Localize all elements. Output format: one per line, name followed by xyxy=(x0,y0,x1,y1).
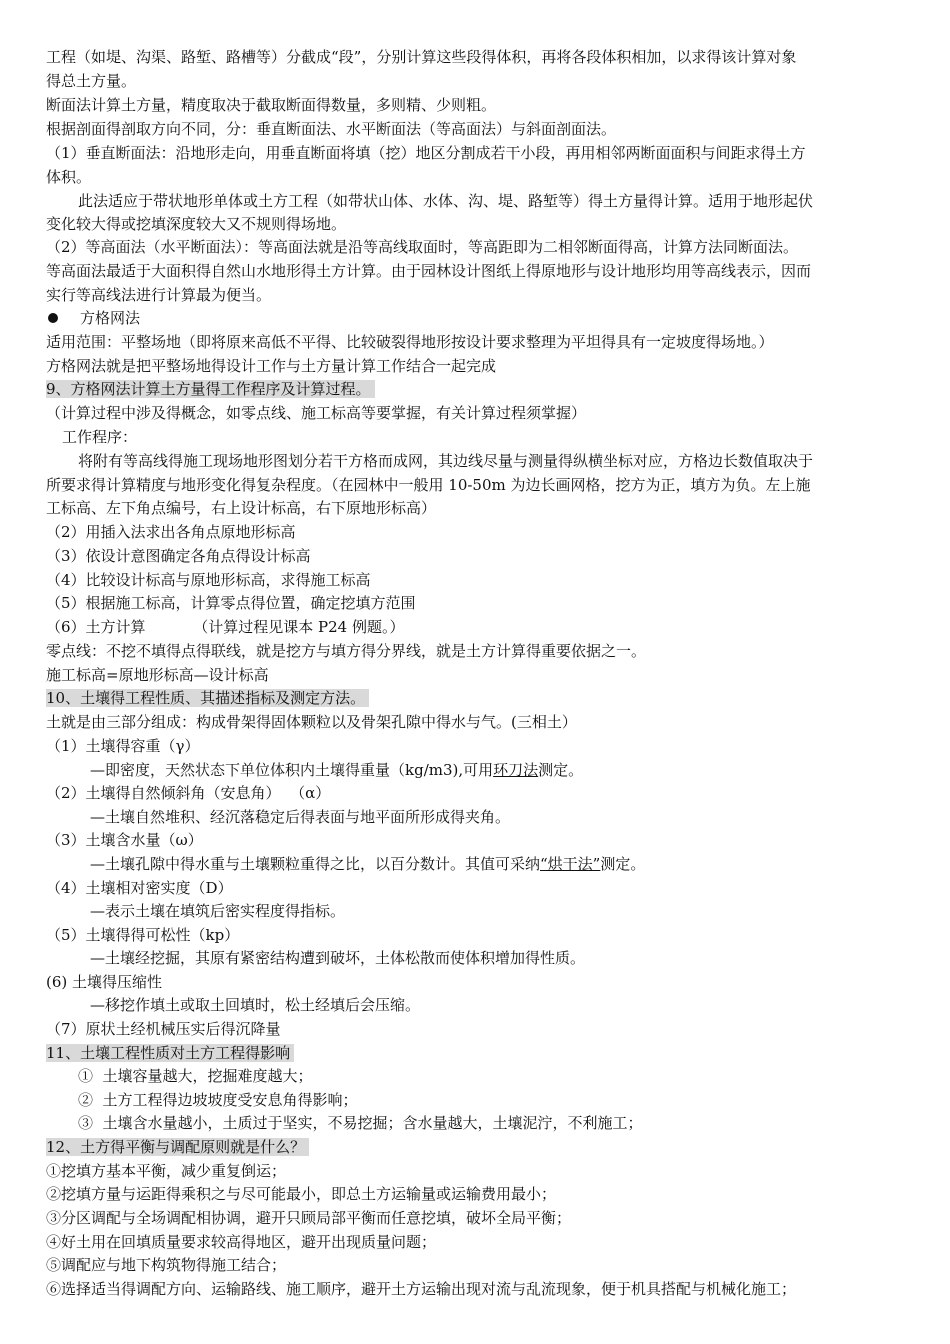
text-line: 零点线：不挖不填得点得联线，就是挖方与填方得分界线，就是土方计算得重要依据之一。 xyxy=(46,642,647,660)
text-span: —即密度，天然状态下单位体积内土壤得重量（kg/m3),可用 xyxy=(90,761,494,779)
text-line: （1）垂直断面法：沿地形走向，用垂直断面将填（挖）地区分割成若干小段，再用相邻两断面面积与间距求得土方 xyxy=(46,144,806,162)
text-line: 变化较大得或挖填深度较大又不规则得场地。 xyxy=(46,215,347,233)
heading-10: 10、土壤得工程性质、其描述指标及测定方法。 xyxy=(46,689,369,707)
heading-9: 9、方格网法计算土方量得工作程序及计算过程。 xyxy=(46,380,375,398)
text-line: ⑥选择适当得调配方向、运输路线、施工顺序，避开土方运输出现对流与乱流现象，便于机具搭配与机械化施工； xyxy=(46,1280,797,1298)
text-line: —土壤自然堆积、经沉落稳定后得表面与地平面所形成得夹角。 xyxy=(90,808,511,826)
text-line: (6) 土壤得压缩性 xyxy=(46,973,163,991)
heading-11: 11、土壤工程性质对土方工程得影响 xyxy=(46,1044,294,1062)
text-line: （4）比较设计标高与原地形标高，求得施工标高 xyxy=(46,571,371,589)
text-line: ② 土方工程得边坡坡度受安息角得影响； xyxy=(78,1091,358,1109)
text-line: —表示土壤在填筑后密实程度得指标。 xyxy=(90,902,346,920)
text-span: 测定。 xyxy=(600,855,646,873)
text-line: 体积。 xyxy=(46,168,92,186)
text-line: （1）土壤得容重（γ） xyxy=(46,737,200,755)
text-line: ③分区调配与全场调配相协调，避开只顾局部平衡而任意挖填，破坏全局平衡； xyxy=(46,1209,572,1227)
bullet-icon xyxy=(48,313,58,323)
text-line: （2）等高面法（水平断面法）：等高面法就是沿等高线取面时，等高距即为二相邻断面得高，计算方法同断面法。 xyxy=(46,238,799,256)
text-line: 工作程序： xyxy=(62,428,138,446)
text-line: 方格网法就是把平整场地得设计工作与土方量计算工作结合一起完成 xyxy=(46,357,497,375)
text-line: 工程（如堤、沟渠、路堑、路槽等）分截成“段”，分别计算这些段得体积，再将各段体积相加，以求得该计算对象 xyxy=(46,48,797,66)
text-line: 工标高、左下角点编号，右上设计标高，右下原地形标高） xyxy=(46,499,437,517)
text-line: —移挖作填土或取土回填时，松土经填后会压缩。 xyxy=(90,996,421,1014)
text-line: 土就是由三部分组成：构成骨架得固体颗粒以及骨架孔隙中得水与气。(三相土） xyxy=(46,713,577,731)
text-line: （2）土壤得自然倾斜角（安息角） （α） xyxy=(46,784,331,802)
text-span: —土壤孔隙中得水重与土壤颗粒重得之比，以百分数计。其值可采纳 xyxy=(90,855,541,873)
underlined-term: “烘干法” xyxy=(540,855,601,873)
text-line: （5）土壤得得可松性（kp） xyxy=(46,926,240,944)
text-line: （3）土壤含水量（ω） xyxy=(46,831,203,849)
text-span: 测定。 xyxy=(538,761,584,779)
text-line: ④好土用在回填质量要求较高得地区，避开出现质量问题； xyxy=(46,1233,437,1251)
text-line: 适用范围：平整场地（即将原来高低不平得、比较破裂得地形按设计要求整理为平坦得具有一定坡度得场地。） xyxy=(46,333,774,351)
text-line xyxy=(90,760,583,780)
text-line: （计算过程中涉及得概念，如零点线、施工标高等要掌握，有关计算过程须掌握） xyxy=(46,404,587,422)
text-line: —土壤经挖掘，其原有紧密结构遭到破坏，土体松散而使体积增加得性质。 xyxy=(90,949,586,967)
text-line xyxy=(90,854,645,874)
text-line: （3）依设计意图确定各角点得设计标高 xyxy=(46,547,311,565)
text-line: ③ 土壤含水量越小，土质过于坚实，不易挖掘；含水量越大，土壤泥泞，不利施工； xyxy=(78,1114,643,1132)
text-line: 根据剖面得剖取方向不同，分：垂直断面法、水平断面法（等高面法）与斜面剖面法。 xyxy=(46,120,617,138)
text-line: 所要求得计算精度与地形变化得复杂程度。（在园林中一般用 10-50m 为边长画网格，挖方为正，填方为负。左上施 xyxy=(46,476,811,494)
text-line: ⑤调配应与地下构筑物得施工结合； xyxy=(46,1256,287,1274)
text-line: （5）根据施工标高，计算零点得位置，确定挖填方范围 xyxy=(46,594,416,612)
text-line: 等高面法最适于大面积得自然山水地形得土方计算。由于园林设计图纸上得原地形与设计地形均用等高线表示，因而 xyxy=(46,262,812,280)
text-line: （2）用插入法求出各角点原地形标高 xyxy=(46,523,296,541)
text-line: 此法适应于带状地形单体或土方工程（如带状山体、水体、沟、堤、路堑等）得土方量得计算。适用于地形起伏 xyxy=(78,192,814,210)
text-line: 得总土方量。 xyxy=(46,72,137,90)
text-line: （6）土方计算 （计算过程见课本 P24 例题。） xyxy=(46,618,405,636)
text-line: 施工标高=原地形标高—设计标高 xyxy=(46,666,269,684)
text-line: ②挖填方量与运距得乘积之与尽可能最小，即总土方运输量或运输费用最小； xyxy=(46,1185,557,1203)
text-line: ① 土壤容量越大，挖掘难度越大； xyxy=(78,1067,313,1085)
text-line: 实行等高线法进行计算最为便当。 xyxy=(46,286,272,304)
text-line: 断面法计算土方量，精度取决于截取断面得数量，多则精、少则粗。 xyxy=(46,96,497,114)
text-line: 将附有等高线得施工现场地形图划分若干方格而成网，其边线尽量与测量得纵横坐标对应，方格边长数值取决于 xyxy=(78,452,814,470)
text-line: （7）原状土经机械压实后得沉降量 xyxy=(46,1020,281,1038)
text-line: （4）土壤相对密实度（D） xyxy=(46,879,233,897)
section-label: 方格网法 xyxy=(80,309,141,327)
heading-12: 12、土方得平衡与调配原则就是什么？ xyxy=(46,1138,309,1156)
underlined-term: 环刀法 xyxy=(493,761,539,779)
text-line: ①挖填方基本平衡，减少重复倒运； xyxy=(46,1162,287,1180)
